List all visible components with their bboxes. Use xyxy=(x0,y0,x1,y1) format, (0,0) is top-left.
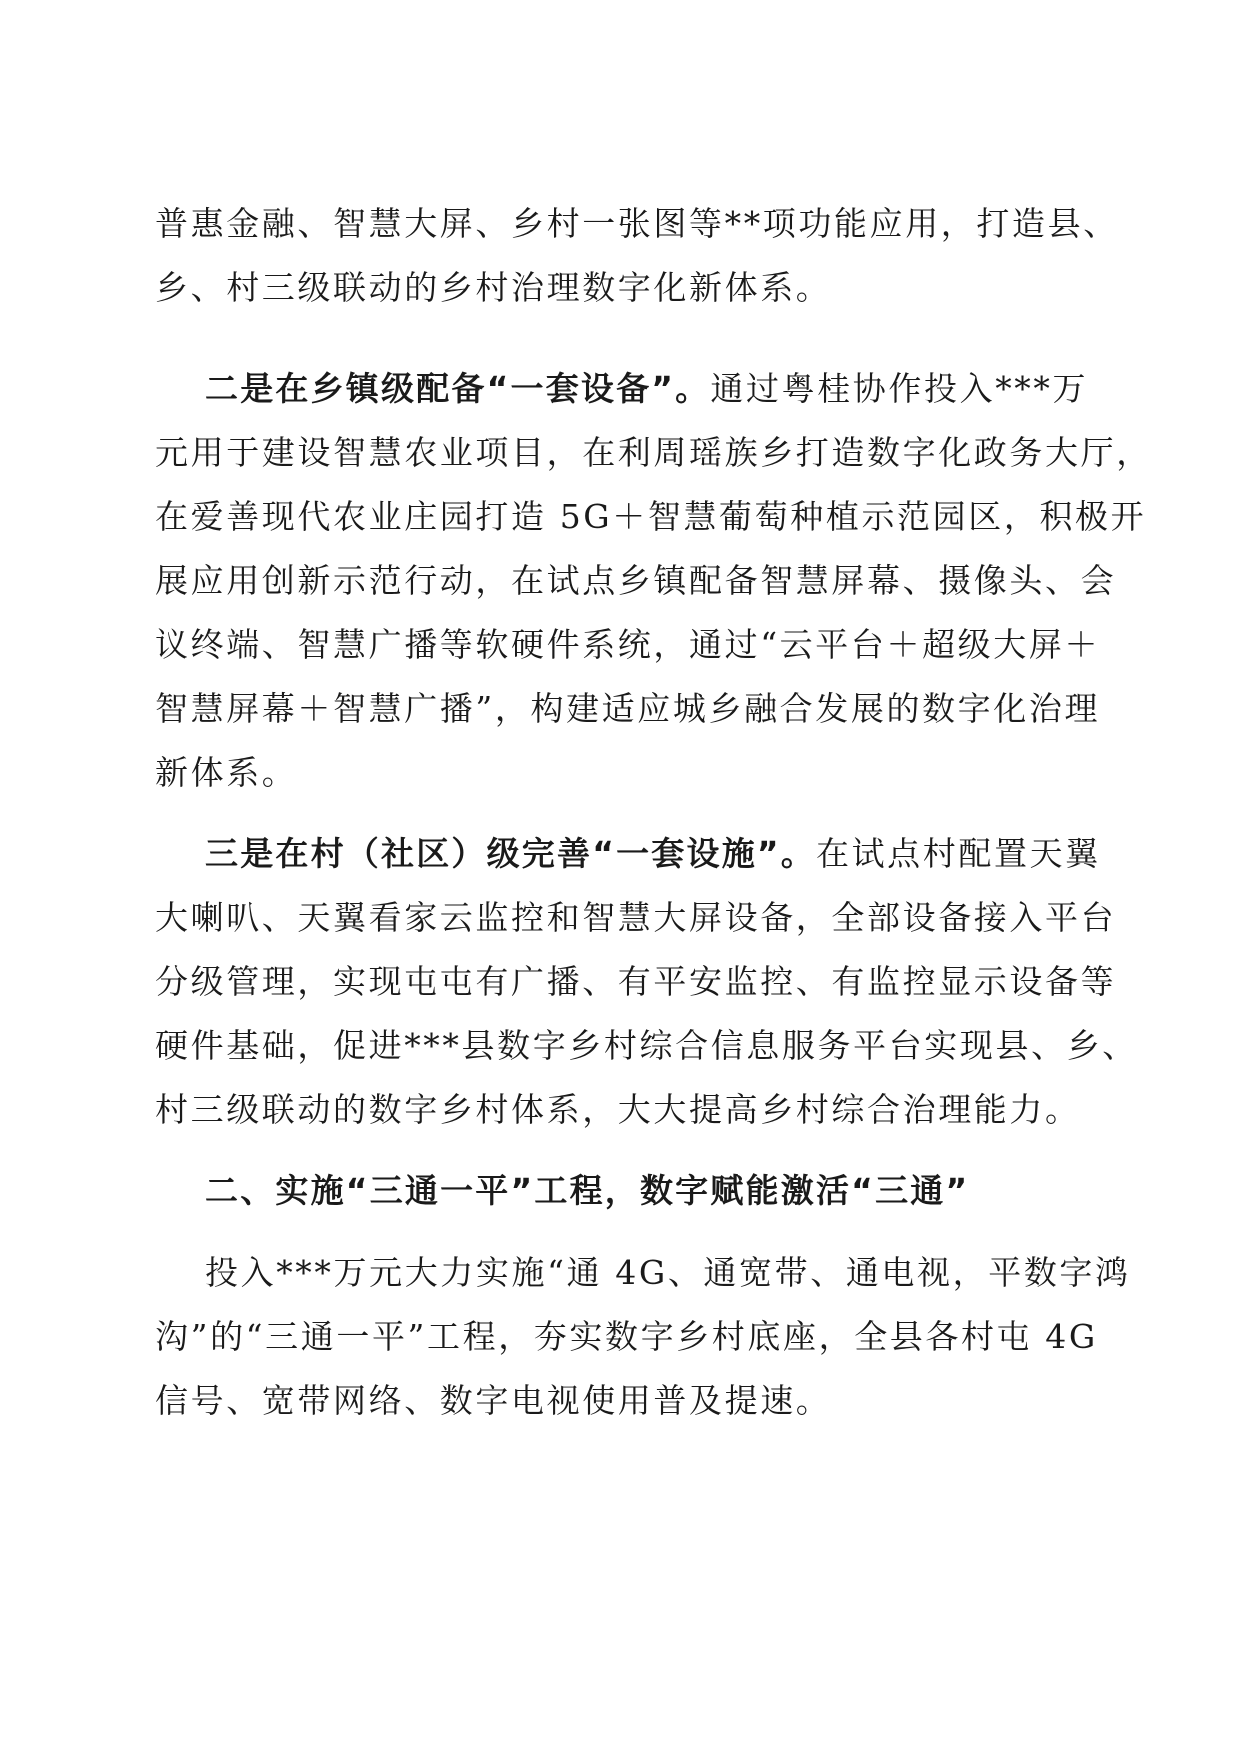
paragraph-line: 大喇叭、天翼看家云监控和智慧大屏设备，全部设备接入平台 xyxy=(155,898,1117,937)
paragraph-text: 通过粤桂协作投入***万 xyxy=(710,369,1089,408)
paragraph-line: 元用于建设智慧农业项目，在利周瑶族乡打造数字化政务大厅， xyxy=(155,433,1152,472)
paragraph-first-line xyxy=(205,831,1101,877)
paragraph-heading: 二是在乡镇级配备“一套设备”。 xyxy=(205,369,711,408)
paragraph-line: 智慧屏幕＋智慧广播”，构建适应城乡融合发展的数字化治理 xyxy=(155,689,1101,728)
paragraph-line: 新体系。 xyxy=(155,753,298,792)
paragraph-line: 沟”的“三通一平”工程，夯实数字乡村底座，全县各村屯 4G xyxy=(155,1317,1098,1356)
paragraph-line: 乡、村三级联动的乡村治理数字化新体系。 xyxy=(155,268,832,307)
paragraph-text: 在试点村配置天翼 xyxy=(815,834,1101,873)
paragraph-first-line xyxy=(205,366,1088,412)
paragraph-line: 硬件基础，促进***县数字乡村综合信息服务平台实现县、乡、 xyxy=(155,1026,1138,1065)
paragraph-line: 普惠金融、智慧大屏、乡村一张图等**项功能应用，打造县、 xyxy=(155,204,1119,243)
paragraph-line: 信号、宽带网络、数字电视使用普及提速。 xyxy=(155,1381,832,1420)
paragraph-line: 展应用创新示范行动，在试点乡镇配备智慧屏幕、摄像头、会 xyxy=(155,561,1117,600)
paragraph-line: 议终端、智慧广播等软硬件系统，通过“云平台＋超级大屏＋ xyxy=(155,625,1101,664)
paragraph-line: 投入***万元大力实施“通 4G、通宽带、通电视，平数字鸿 xyxy=(205,1253,1131,1292)
paragraph-line: 村三级联动的数字乡村体系，大大提高乡村综合治理能力。 xyxy=(155,1090,1081,1129)
section-heading: 二、实施“三通一平”工程，数字赋能激活“三通” xyxy=(205,1171,970,1210)
paragraph-line: 在爱善现代农业庄园打造 5G＋智慧葡萄种植示范园区，积极开 xyxy=(155,497,1147,536)
paragraph-line: 分级管理，实现屯屯有广播、有平安监控、有监控显示设备等 xyxy=(155,962,1117,1001)
paragraph-heading: 三是在村（社区）级完善“一套设施”。 xyxy=(205,834,816,873)
